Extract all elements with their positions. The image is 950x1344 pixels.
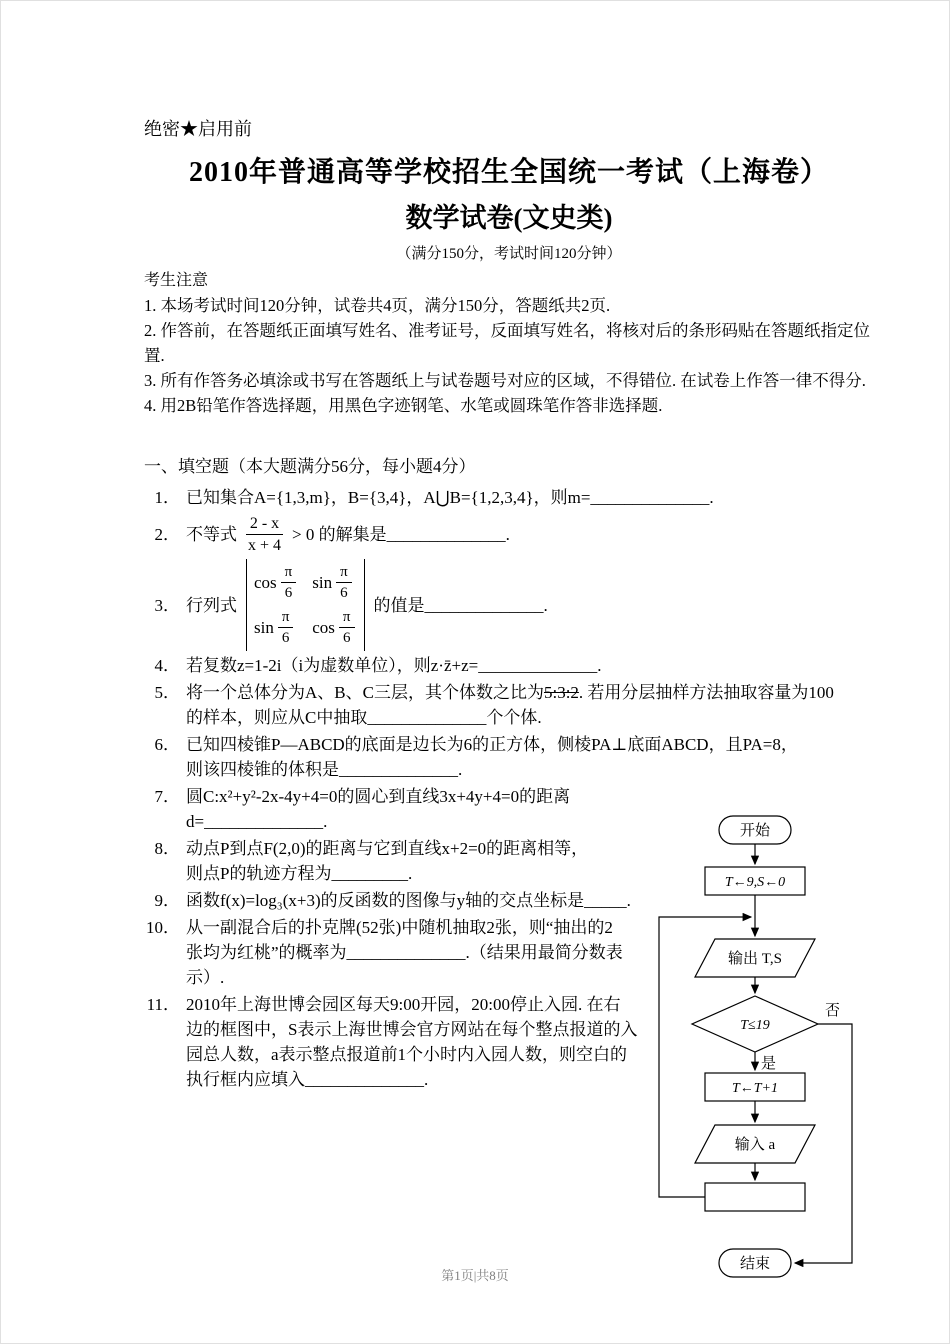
question-number: 8．	[154, 839, 180, 859]
fraction-numerator: π	[278, 608, 294, 628]
question-text: 若复数z=1-2i（i为虚数单位），则z·z̄+z=______________.	[186, 656, 602, 676]
blank-execution-node	[705, 1183, 805, 1211]
question-text-line: 则该四棱锥的体积是______________.	[186, 760, 463, 780]
init-label: T←9,S←0	[724, 875, 786, 890]
exam-subtitle: 数学试卷(文史类)	[405, 203, 613, 233]
input-label: 输入 a	[734, 1137, 776, 1153]
question-item-1	[144, 485, 874, 510]
question-number: 11．	[146, 995, 180, 1015]
question-text-line: 圆C:x²+y²-2x-4y+4=0的圆心到直线3x+4y+4=0的距离	[186, 787, 571, 807]
trig-fn: sin	[312, 573, 333, 593]
question-text: 函数f(x)=log₃(x+3)的反函数的图像与y轴的交点坐标是_____.	[186, 891, 631, 911]
notice-item-2: 2. 作答前，在答题纸正面填写姓名、准考证号，反面填写姓名，将核对后的条形码贴在答题纸指定位置.	[144, 321, 870, 365]
fraction-denominator: 6	[340, 585, 348, 602]
question-text-line: 2010年上海世博会园区每天9:00开园，20:00停止入园. 在右	[186, 995, 621, 1015]
question-text-post: > 0 的解集是______________.	[292, 525, 510, 545]
question-text	[186, 836, 654, 886]
determinant-cell	[254, 608, 298, 647]
question-text-line: 的样本，则应从C中抽取______________个个体.	[186, 708, 542, 728]
no-label: 否	[825, 1003, 841, 1019]
question-text	[186, 915, 654, 990]
fraction	[339, 608, 355, 647]
notice-item-4: 4. 用2B铅笔作答选择题，用黑色字迹钢笔、水笔或圆珠笔作答非选择题.	[144, 396, 663, 415]
question-text	[186, 784, 654, 834]
fraction-numerator: π	[281, 563, 297, 583]
question-text	[186, 559, 874, 651]
flowchart	[643, 807, 875, 1295]
notice-item-3: 3. 所有作答务必填涂或书写在答题纸上与试卷题号对应的区域，不得错位. 在试卷上作答一律不得分.	[144, 371, 866, 390]
condition-label: T≤19	[740, 1018, 770, 1033]
question-text-pre: 将一个总体分为A、B、C三层，其个体数之比为	[186, 683, 544, 703]
page-footer: 第1页|共8页	[441, 1268, 509, 1283]
question-text-line: 边的框图中，S表示上海世博会官方网站在每个整点报道的入	[186, 1020, 638, 1040]
fraction-numerator: π	[336, 563, 352, 583]
question-number: 5．	[154, 683, 180, 703]
question-text: 已知集合A={1,3,m}，B={3,4}，A⋃B={1,2,3,4}，则m=______________.	[186, 488, 714, 507]
section-title: 一、填空题（本大题满分56分，每小题4分）	[144, 457, 476, 476]
question-text-line: 园总人数，a表示整点报道前1个小时内入园人数，则空白的	[186, 1045, 628, 1065]
question-number: 2．	[154, 525, 180, 545]
fraction	[336, 563, 352, 602]
question-number: 9．	[154, 891, 180, 911]
fraction-denominator: 6	[342, 630, 351, 647]
question-number: 4．	[154, 656, 180, 676]
question-text	[186, 732, 874, 782]
question-text-line: 已知四棱锥P—ABCD的底面是边长为6的正方体，侧棱PA⊥底面ABCD，且PA=8，	[186, 735, 798, 755]
trig-fn: cos	[254, 573, 277, 593]
exam-meta: （满分150分，考试时间120分钟）	[396, 246, 622, 262]
yes-label: 是	[761, 1056, 777, 1072]
start-label: 开始	[739, 823, 771, 839]
question-item-4	[144, 653, 874, 678]
question-text-pre: 行列式	[186, 595, 237, 615]
fraction-numerator: 2 - x	[246, 514, 283, 535]
question-text-line: 从一副混合后的扑克牌(52张)中随机抽取2张，则“抽出的2	[186, 918, 613, 938]
question-text-post: . 若用分层抽样方法抽取容量为100	[578, 683, 834, 703]
question-number: 1．	[154, 488, 180, 507]
question-text-post: 的值是______________.	[373, 595, 548, 615]
question-number: 7．	[154, 787, 180, 807]
exam-title: 2010年普通高等学校招生全国统一考试（上海卷）	[188, 157, 829, 188]
question-number: 10．	[146, 918, 180, 938]
question-item-3	[144, 559, 874, 651]
determinant-cell	[312, 608, 356, 647]
question-text	[186, 512, 874, 557]
question-text	[186, 680, 874, 730]
increment-label: T←T+1	[731, 1081, 779, 1096]
fraction-denominator: x + 4	[248, 537, 282, 555]
secrecy-label: 绝密★启用前	[144, 119, 252, 139]
question-text-line: 执行框内应填入______________.	[186, 1070, 429, 1090]
determinant-cell	[254, 563, 298, 602]
determinant-grid	[246, 559, 365, 651]
fraction	[244, 514, 285, 555]
question-text-pre: 不等式	[186, 525, 237, 545]
question-item-2	[144, 512, 874, 557]
fraction-numerator: π	[339, 608, 355, 628]
trig-fn: cos	[312, 618, 335, 638]
fraction-denominator: 6	[284, 585, 293, 602]
output-label: 输出 T,S	[728, 951, 782, 967]
notice-item-1: 1. 本场考试时间120分钟，试卷共4页，满分150分，答题纸共2页.	[144, 296, 611, 315]
fraction-denominator: 6	[281, 630, 290, 647]
trig-fn: sin	[254, 618, 274, 638]
fraction	[278, 608, 294, 647]
question-text-line: 动点P到点F(2,0)的距离与它到直线x+2=0的距离相等，	[186, 839, 589, 859]
question-number: 3．	[154, 595, 180, 615]
notice-section	[144, 269, 874, 418]
question-text-line: 张均为红桃”的概率为______________.（结果用最简分数表示）.	[186, 943, 623, 988]
end-label: 结束	[739, 1256, 771, 1272]
determinant	[246, 559, 365, 651]
question-item-6	[144, 732, 874, 782]
ratio-value: 5:3:2	[543, 683, 579, 703]
question-text-line: d=______________.	[186, 812, 328, 832]
determinant-cell	[312, 563, 356, 602]
question-text	[186, 992, 654, 1092]
question-text-line	[186, 680, 874, 705]
fraction	[281, 563, 297, 602]
question-number: 6．	[154, 735, 180, 755]
notice-heading: 考生注意	[144, 272, 209, 289]
question-item-5	[144, 680, 874, 730]
question-text-line: 则点P的轨迹方程为_________.	[186, 864, 413, 884]
